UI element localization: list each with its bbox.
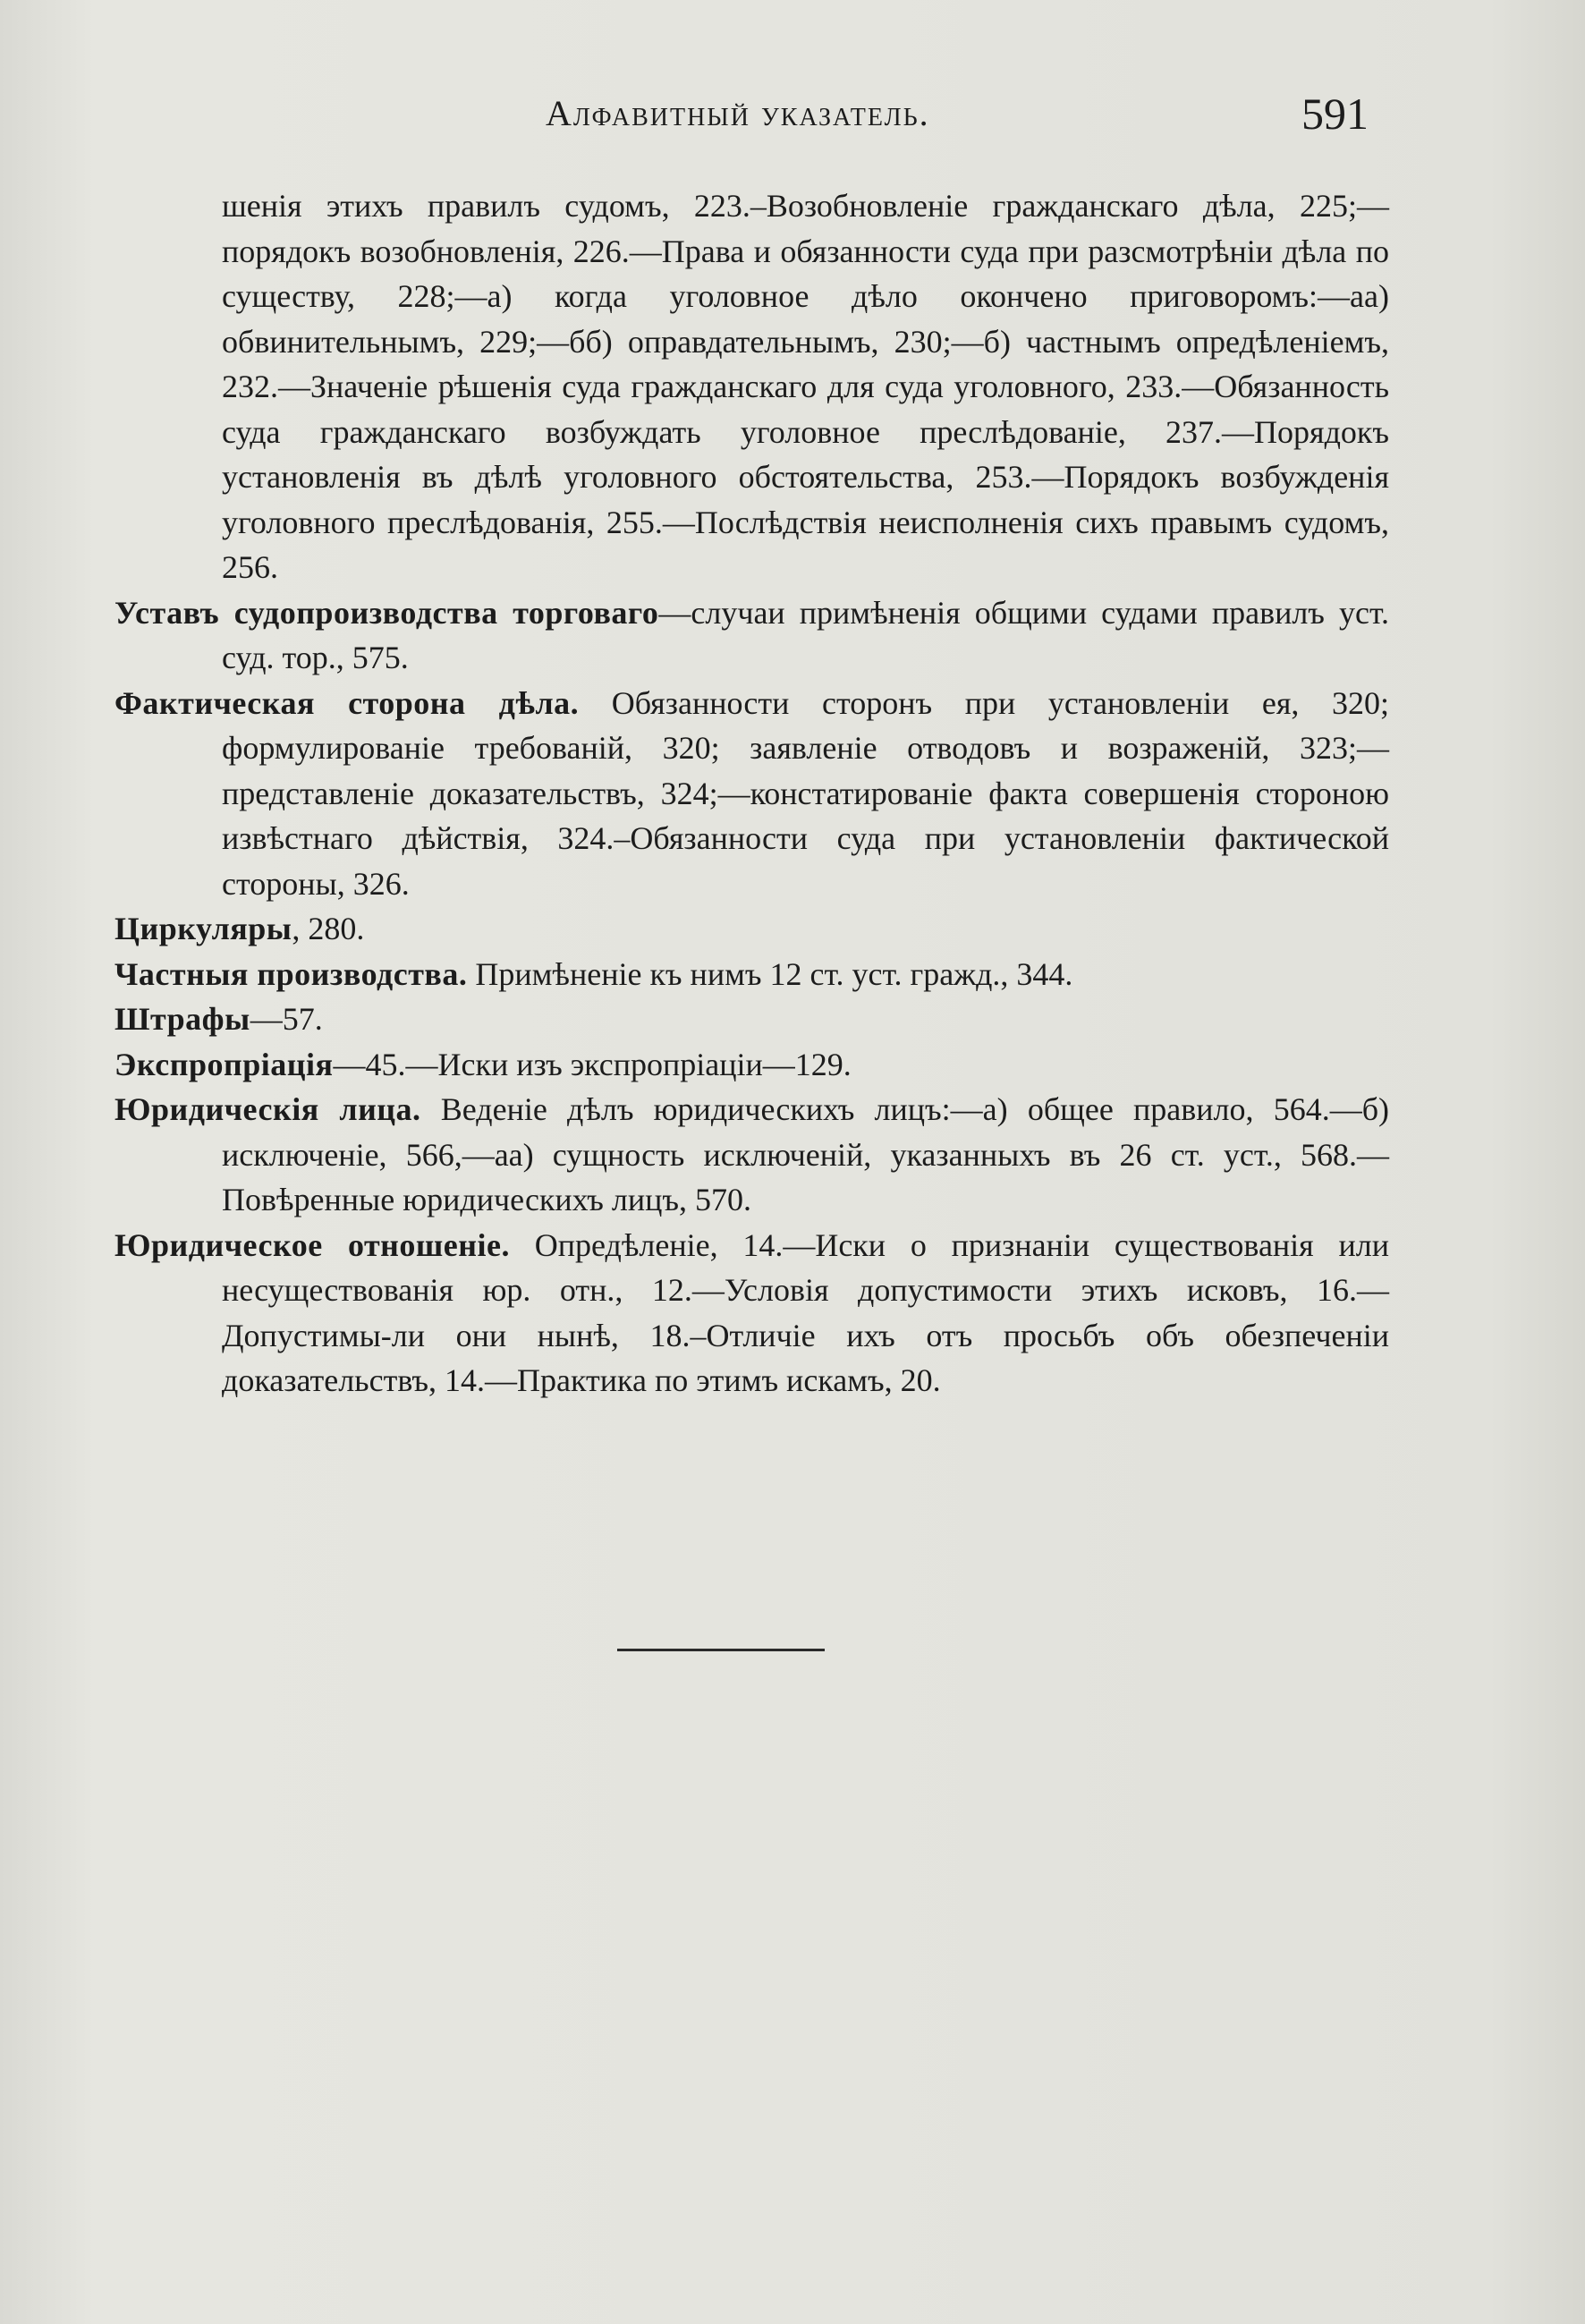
index-entry (114, 997, 1389, 1042)
index-entry (114, 681, 1389, 907)
entry-heading: Фактическая сторона дѣла. (114, 684, 580, 721)
entry-heading: Частныя производства. (114, 955, 468, 992)
entry-text: шенія этихъ правилъ судомъ, 223.–Возобновленіе гражданскаго дѣла, 225;—порядокъ возобновленія, 226.—Права и обязанности суда при разсмотрѣніи дѣла по существу, 228;—а) когда уголовное дѣло окончено приговоромъ:—аа) обвинительнымъ, 229;—бб) оправдательнымъ, 230;—б) частнымъ опредѣленіемъ, 232.—Значеніе рѣшенія суда гражданскаго для суда уголовного, 233.—Обязанность суда гражданскаго возбуждать уголовное преслѣдованіе, 237.—Порядокъ установленія въ дѣлѣ уголовного обстоятельства, 253.—Порядокъ возбужденія уголовного преслѣдованія, 255.—Послѣдствія неисполненія сихъ правымъ судомъ, 256. (222, 188, 1389, 585)
index-entry (114, 590, 1389, 681)
entry-text: —57. (250, 1001, 323, 1037)
entry-heading: Штрафы (114, 1001, 250, 1037)
entry-text: , 280. (292, 911, 365, 946)
entry-heading: Циркуляры (114, 911, 292, 946)
index-entry (114, 1087, 1389, 1223)
running-title: Алфавитный указатель. (546, 93, 930, 133)
entry-heading: Уставъ судопроизводства торговаго (114, 594, 659, 631)
index-entry (114, 1042, 1389, 1088)
entry-heading: Юридическое отношеніе. (114, 1226, 510, 1263)
entry-text: Веденіе дѣлъ юридическихъ лицъ:—а) общее правило, 564.—б) исключеніе, 566,—аа) сущность исключеній, указанныхъ въ 26 ст. уст., 568.—Повѣренные юридическихъ лицъ, 570. (222, 1091, 1389, 1217)
entry-text: —45.—Иски изъ экспропріаціи—129. (333, 1046, 852, 1082)
entry-heading: Юридическія лица. (114, 1091, 421, 1127)
index-entry (114, 906, 1389, 952)
entry-text: Опредѣленіе, 14.—Иски о признаніи существованія или несуществованія юр. отн., 12.—Условія допустимости этихъ исковъ, 16.—Допустимы-ли они нынѣ, 18.–Отличіе ихъ отъ просьбъ объ обезпеченіи доказательствъ, 14.—Практика по этимъ искамъ, 20. (222, 1226, 1389, 1398)
index-entry (114, 1223, 1389, 1404)
alphabetical-index (114, 183, 1389, 1404)
entry-heading: Экспропріація (114, 1046, 334, 1082)
entry-text: Примѣненіе къ нимъ 12 ст. уст. гражд., 344. (467, 955, 1073, 992)
page-number: 591 (1301, 89, 1369, 139)
entry-text: Обязанности сторонъ при установленіи ея, 320; формулированіе требованій, 320; заявленіе отводовъ и возраженій, 323;—представленіе доказательствъ, 324;—констатированіе факта совершенія стороною извѣстнаго дѣйствія, 324.–Обязанности суда при установленіи фактической стороны, 326. (222, 684, 1389, 902)
running-header (0, 82, 1585, 145)
end-rule (617, 1649, 825, 1651)
index-entry (114, 952, 1389, 997)
entry-text: —случаи примѣненія общими судами правилъ уст. суд. тор., 575. (222, 594, 1389, 675)
index-entry-continuation (114, 183, 1389, 590)
